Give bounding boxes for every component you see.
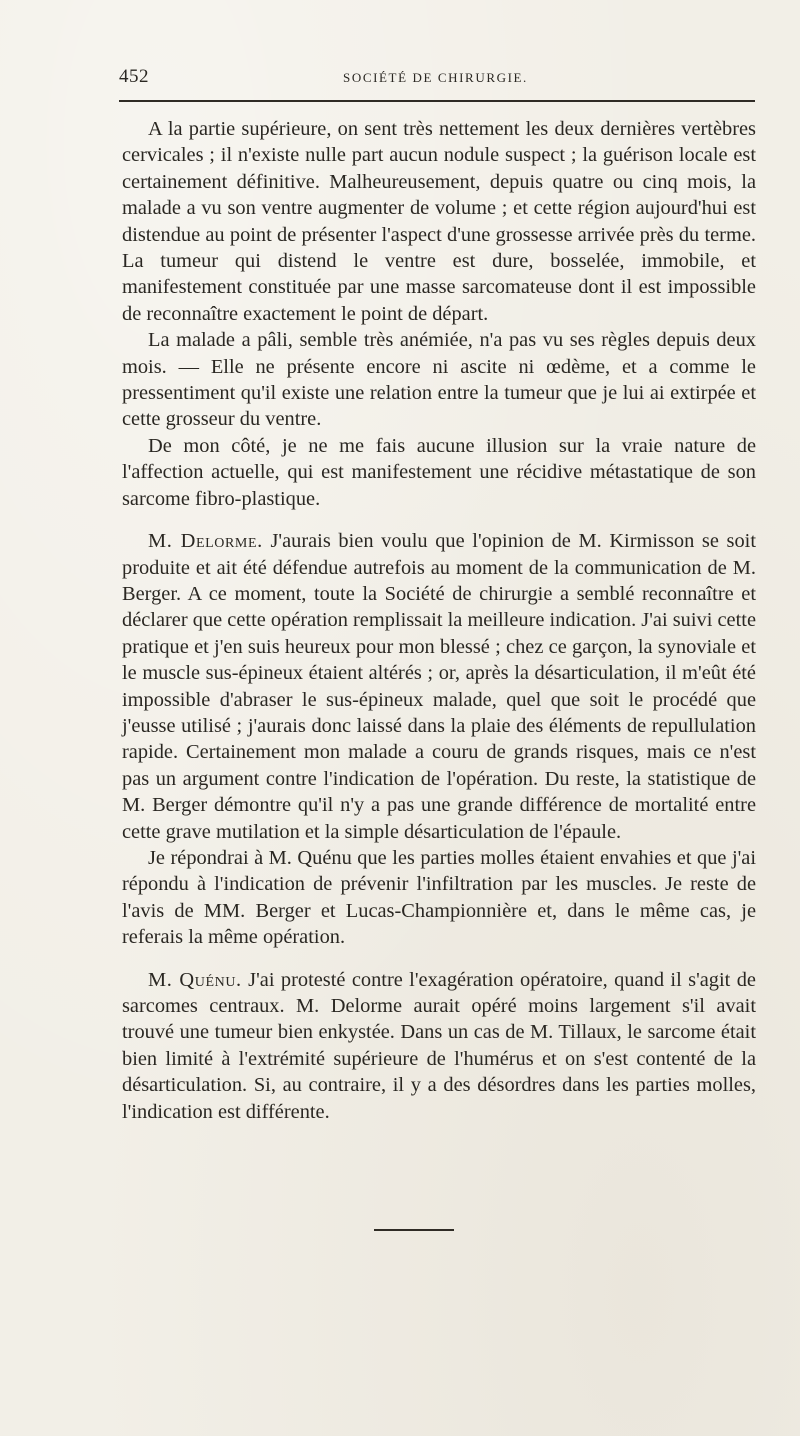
paragraph-2-text: La malade a pâli, semble très anémiée, n'a pas vu ses règles depuis deux mois. — Elle ne présente encore ni ascite ni œdème, et a comme le pressentiment qu'il existe une relation entre la tumeur que je lui ai extirpée et cette grosseur du ventre. <box>122 329 756 431</box>
paragraph-2 <box>122 327 756 433</box>
header-rule <box>119 100 755 102</box>
paragraph-3 <box>122 433 756 512</box>
speaker-name: M. Quénu. <box>148 968 242 991</box>
running-head <box>119 66 755 90</box>
paragraph-1 <box>122 116 756 327</box>
running-title: SOCIÉTÉ DE CHIRURGIE. <box>343 70 528 85</box>
paragraph-5-text: Je répondrai à M. Quénu que les parties molles étaient envahies et que j'ai répondu à l'indication de prévenir l'infiltration par les muscles. Je reste de l'avis de MM. Berger et Lucas-Championnière et, dans le même cas, je referais la même opération. <box>122 846 756 949</box>
paragraph-4-text: J'aurais bien voulu que l'opinion de M. Kirmisson se soit produite et ait été défendue autrefois au moment de la communication de M. Berger. A ce moment, toute la Société de chirurgie a semblé reconnaître et déclarer que cette opération remplissait la meilleure indication. J'ai suivi cette pratique et j'en suis heureux pour mon blessé ; chez ce garçon, la synoviale et le muscle sus-épineux étaient altérés ; or, après la désarticulation, il m'eût été impossible d'abraser le sus-épineux malade, quel que soit le procédé que j'eusse utilisé ; j'aurais donc laissé dans la plaie des éléments de repullulation rapide. Certainement mon malade a couru de grands risques, mais ce n'est pas un argument contre l'indication de l'opération. Du reste, la statistique de M. Berger démontre qu'il n'y a pas une grande différence de mortalité entre cette grave mutilation et la simple désarticulation de l'épaule. <box>122 530 756 843</box>
speaker-name: M. Delorme. <box>148 530 263 553</box>
closing-rule <box>374 1229 454 1231</box>
paragraph-3-text: De mon côté, je ne me fais aucune illusion sur la vraie nature de l'affection actuelle, qui est manifestement une récidive métastatique de son sarcome fibro-plastique. <box>122 434 756 510</box>
body-text <box>122 116 756 1125</box>
paragraph-delorme <box>122 528 756 845</box>
paragraph-5 <box>122 845 756 951</box>
paragraph-quenu <box>122 967 756 1125</box>
paragraph-1-text: A la partie supérieure, on sent très nettement les deux dernières vertèbres cervicales ; il n'existe nulle part aucun nodule suspect ; la guérison locale est certainement définitive. Malheureusement, depuis quatre ou cinq mois, la malade a vu son ventre augmenter de volume ; et cette région aujourd'hui est distendue au point de présenter l'aspect d'une grossesse arrivée près du terme. La tumeur qui distend le ventre est dure, bosselée, immobile, et manifestement constituée par une masse sarcomateuse dont il est impossible de reconnaître exactement le point de départ. <box>122 118 756 325</box>
page-number: 452 <box>119 66 149 87</box>
paragraph-6-text: J'ai protesté contre l'exagération opératoire, quand il s'agit de sarcomes centraux. M. Delorme aurait opéré moins largement s'il avait trouvé une tumeur bien enkystée. Dans un cas de M. Tillaux, le sarcome était bien limité à l'extrémité supérieure de l'humérus et on s'est contenté de la désarticulation. Si, au contraire, il y a des désordres dans les parties molles, l'indication est différente. <box>122 968 756 1123</box>
